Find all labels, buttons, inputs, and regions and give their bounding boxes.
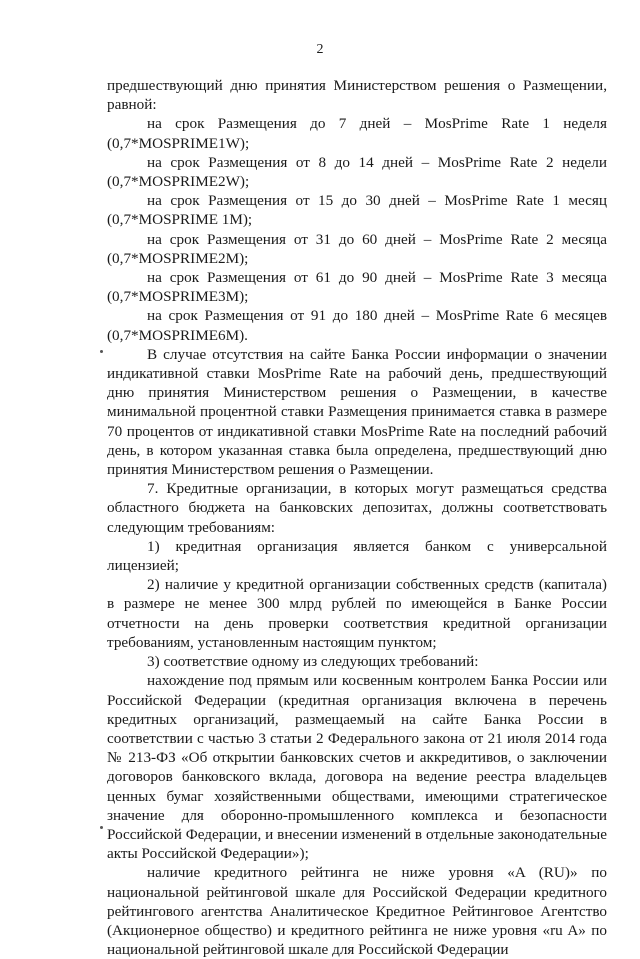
paragraph: на срок Размещения от 8 до 14 дней – MosPrime Rate 2 недели (0,7*MOSPRIME2W); (107, 153, 607, 191)
document-body (107, 76, 607, 959)
paragraph: В случае отсутствия на сайте Банка России информации о значении индикативной ставки MosPrime Rate на рабочий день, предшествующий дню принятия Министерством решения о Размещении, в качестве минимальной процентной ставки Размещения принимается ставка в размере 70 процентов от индикативной ставки MosPrime Rate на последний рабочий день, в котором указанная ставка была определена, предшествующий дню принятия Министерством решения о Размещении. (107, 345, 607, 479)
paragraph: на срок Размещения от 91 до 180 дней – MosPrime Rate 6 месяцев (0,7*MOSPRIME6M). (107, 307, 607, 344)
paragraph: 7. Кредитные организации, в которых могут размещаться средства областного бюджета на банковских депозитах, должны соответствовать следующим требованиям: (107, 480, 607, 536)
scan-mark (100, 350, 103, 353)
paragraph: на срок Размещения до 7 дней – MosPrime Rate 1 неделя (0,7*MOSPRIME1W); (107, 115, 607, 152)
paragraph: предшествующий дню принятия Министерством решения о Размещении, равной: (107, 77, 607, 114)
paragraph: 1) кредитная организация является банком с универсальной лицензией; (107, 537, 607, 575)
paragraph: 3) соответствие одному из следующих требований: (147, 653, 479, 671)
page-number: 2 (316, 42, 324, 57)
paragraph: 2) наличие у кредитной организации собственных средств (капитала) в размере не менее 300 млрд рублей по имеющейся в Банке России отчетности на день проверки соответствия кредитной организации требованиям, установленным настоящим пунктом; (107, 576, 607, 651)
paragraph: на срок Размещения от 15 до 30 дней – MosPrime Rate 1 месяц (0,7*MOSPRIME 1M); (107, 192, 607, 229)
paragraph: наличие кредитного рейтинга не ниже уровня «A (RU)» по национальной рейтинговой шкале для Российской Федерации кредитного рейтингового агентства Аналитическое Кредитное Рейтинговое Агентство (Акционерное общество) и кредитного рейтинга не ниже уровня «ru A» по национальной рейтинговой шкале для Российской Федерации (107, 864, 607, 959)
scan-mark (100, 826, 103, 829)
paragraph: на срок Размещения от 31 до 60 дней – MosPrime Rate 2 месяца (0,7*MOSPRIME2M); (107, 230, 607, 267)
paragraph: нахождение под прямым или косвенным контролем Банка России или Российской Федерации (кредитная организация включена в перечень кредитных организаций, размещаемый на сайте Банка России в соответствии с частью 3 статьи 2 Федерального закона от 21 июля 2014 года № 213-ФЗ «Об открытии банковских счетов и аккредитивов, о заключении договоров банковского вклада, договора на ведение реестра владельцев ценных бумаг хозяйственными обществами, имеющими стратегическое значение для оборонно-промышленного комплекса и безопасности Российской Федерации, и внесении изменений в отдельные законодательные акты Российской Федерации»); (107, 672, 607, 863)
paragraph: на срок Размещения от 61 до 90 дней – MosPrime Rate 3 месяца (0,7*MOSPRIME3M); (107, 269, 607, 306)
